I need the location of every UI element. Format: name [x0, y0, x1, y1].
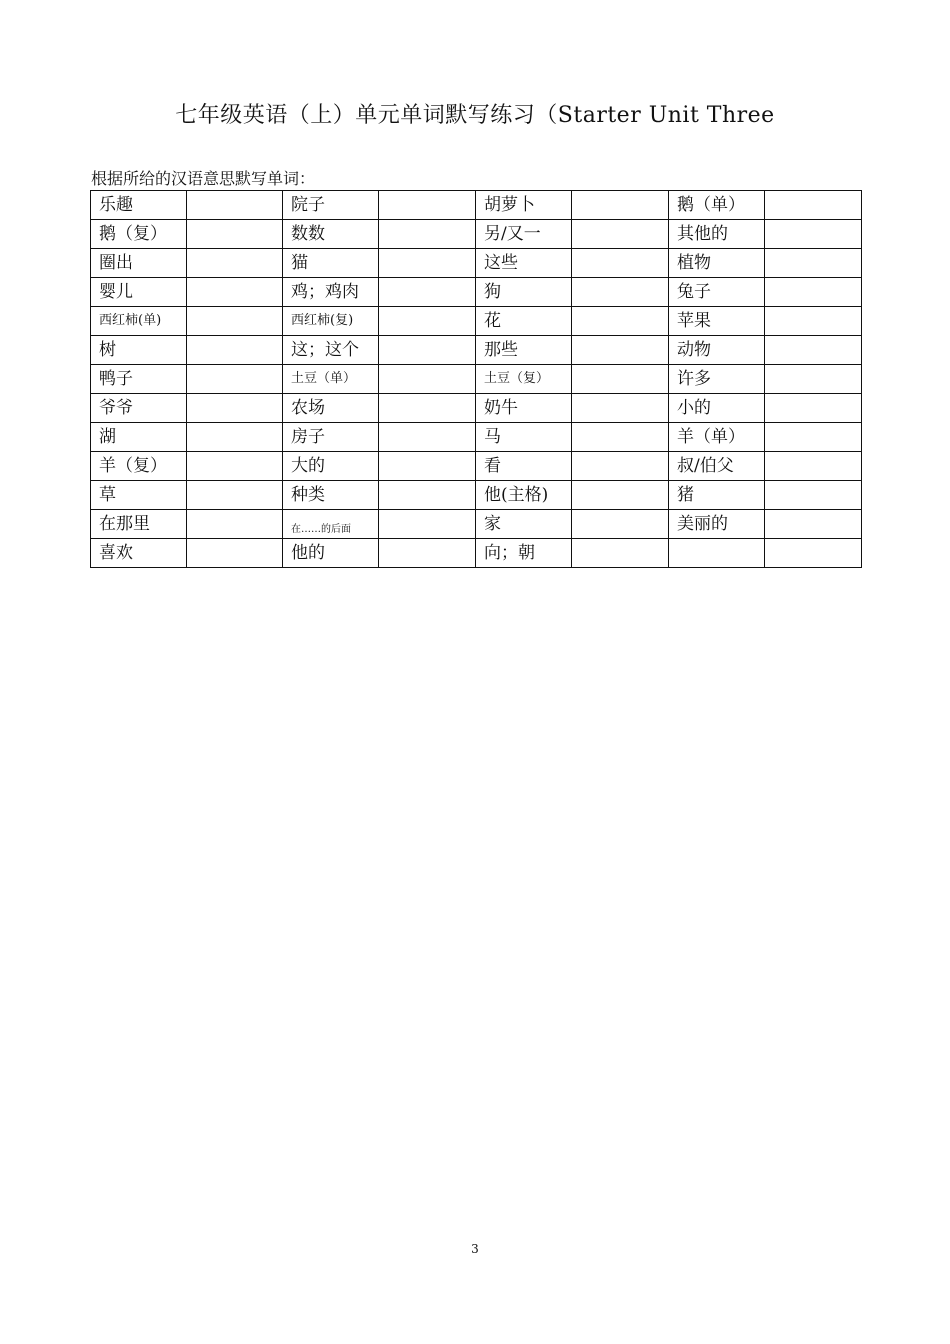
- answer-blank-cell[interactable]: [765, 365, 862, 394]
- vocabulary-table-body: [91, 191, 862, 568]
- chinese-word-cell: 土豆（复）: [476, 365, 572, 394]
- chinese-word-cell: 他的: [283, 539, 379, 568]
- chinese-word-cell: 马: [476, 423, 572, 452]
- answer-blank-cell[interactable]: [572, 510, 669, 539]
- answer-blank-cell[interactable]: [187, 249, 283, 278]
- answer-blank-cell[interactable]: [765, 307, 862, 336]
- answer-blank-cell[interactable]: [187, 191, 283, 220]
- answer-blank-cell[interactable]: [379, 191, 476, 220]
- chinese-word-cell: 羊（复）: [91, 452, 187, 481]
- answer-blank-cell[interactable]: [379, 249, 476, 278]
- table-row: [91, 220, 862, 249]
- chinese-word-cell: 爷爷: [91, 394, 187, 423]
- chinese-word-cell: 家: [476, 510, 572, 539]
- answer-blank-cell[interactable]: [572, 220, 669, 249]
- chinese-word-cell: 许多: [669, 365, 765, 394]
- chinese-word-cell: 鸡；鸡肉: [283, 278, 379, 307]
- vocabulary-table: [90, 190, 862, 568]
- answer-blank-cell[interactable]: [187, 220, 283, 249]
- chinese-word-cell: 土豆（单）: [283, 365, 379, 394]
- chinese-word-cell: 草: [91, 481, 187, 510]
- answer-blank-cell[interactable]: [572, 365, 669, 394]
- chinese-word-cell: 看: [476, 452, 572, 481]
- answer-blank-cell[interactable]: [765, 336, 862, 365]
- answer-blank-cell[interactable]: [379, 220, 476, 249]
- chinese-word-cell: 另/又一: [476, 220, 572, 249]
- chinese-word-cell: 兔子: [669, 278, 765, 307]
- chinese-word-cell: 羊（单）: [669, 423, 765, 452]
- answer-blank-cell[interactable]: [572, 452, 669, 481]
- answer-blank-cell[interactable]: [572, 539, 669, 568]
- answer-blank-cell[interactable]: [187, 394, 283, 423]
- chinese-word-cell: 圈出: [91, 249, 187, 278]
- chinese-word-cell: 叔/伯父: [669, 452, 765, 481]
- chinese-word-cell: 在那里: [91, 510, 187, 539]
- answer-blank-cell[interactable]: [379, 423, 476, 452]
- answer-blank-cell[interactable]: [379, 307, 476, 336]
- answer-blank-cell[interactable]: [572, 394, 669, 423]
- answer-blank-cell[interactable]: [379, 452, 476, 481]
- chinese-word-cell: 美丽的: [669, 510, 765, 539]
- chinese-word-cell: 湖: [91, 423, 187, 452]
- chinese-word-cell: 狗: [476, 278, 572, 307]
- page-title: 七年级英语（上）单元单词默写练习（Starter Unit Three: [175, 103, 775, 128]
- table-row: [91, 510, 862, 539]
- chinese-word-cell: 大的: [283, 452, 379, 481]
- chinese-word-cell: 这；这个: [283, 336, 379, 365]
- chinese-word-cell: 房子: [283, 423, 379, 452]
- answer-blank-cell[interactable]: [765, 510, 862, 539]
- answer-blank-cell[interactable]: [765, 220, 862, 249]
- chinese-word-cell: 喜欢: [91, 539, 187, 568]
- answer-blank-cell[interactable]: [379, 539, 476, 568]
- chinese-word-cell: 植物: [669, 249, 765, 278]
- answer-blank-cell[interactable]: [572, 336, 669, 365]
- answer-blank-cell[interactable]: [572, 249, 669, 278]
- table-row: [91, 423, 862, 452]
- chinese-word-cell: 向；朝: [476, 539, 572, 568]
- chinese-word-cell: 鸭子: [91, 365, 187, 394]
- answer-blank-cell[interactable]: [187, 336, 283, 365]
- chinese-word-cell: 这些: [476, 249, 572, 278]
- chinese-word-cell: 鹅（单）: [669, 191, 765, 220]
- chinese-word-cell: 花: [476, 307, 572, 336]
- table-row: [91, 365, 862, 394]
- chinese-word-cell: [669, 539, 765, 568]
- answer-blank-cell[interactable]: [572, 191, 669, 220]
- answer-blank-cell[interactable]: [572, 307, 669, 336]
- table-row: [91, 278, 862, 307]
- table-row: [91, 191, 862, 220]
- chinese-word-cell: 数数: [283, 220, 379, 249]
- chinese-word-cell: 其他的: [669, 220, 765, 249]
- answer-blank-cell[interactable]: [187, 539, 283, 568]
- chinese-word-cell: 西红柿(复): [283, 307, 379, 336]
- chinese-word-cell: 乐趣: [91, 191, 187, 220]
- chinese-word-cell: 院子: [283, 191, 379, 220]
- table-row: [91, 539, 862, 568]
- table-row: [91, 452, 862, 481]
- chinese-word-cell: 小的: [669, 394, 765, 423]
- chinese-word-cell: 鹅（复）: [91, 220, 187, 249]
- answer-blank-cell[interactable]: [765, 481, 862, 510]
- answer-blank-cell[interactable]: [765, 539, 862, 568]
- answer-blank-cell[interactable]: [379, 365, 476, 394]
- answer-blank-cell[interactable]: [187, 452, 283, 481]
- chinese-word-cell: 在……的后面: [283, 510, 379, 539]
- answer-blank-cell[interactable]: [572, 481, 669, 510]
- answer-blank-cell[interactable]: [187, 423, 283, 452]
- instruction-text: 根据所给的汉语意思默写单词：: [91, 169, 316, 188]
- answer-blank-cell[interactable]: [187, 510, 283, 539]
- chinese-word-cell: 他(主格): [476, 481, 572, 510]
- answer-blank-cell[interactable]: [765, 278, 862, 307]
- answer-blank-cell[interactable]: [379, 481, 476, 510]
- table-row: [91, 249, 862, 278]
- chinese-word-cell: 西红柿(单): [91, 307, 187, 336]
- chinese-word-cell: 猪: [669, 481, 765, 510]
- table-row: [91, 307, 862, 336]
- answer-blank-cell[interactable]: [187, 307, 283, 336]
- chinese-word-cell: 奶牛: [476, 394, 572, 423]
- answer-blank-cell[interactable]: [572, 423, 669, 452]
- answer-blank-cell[interactable]: [765, 452, 862, 481]
- table-row: [91, 336, 862, 365]
- answer-blank-cell[interactable]: [379, 394, 476, 423]
- answer-blank-cell[interactable]: [765, 249, 862, 278]
- answer-blank-cell[interactable]: [379, 510, 476, 539]
- chinese-word-cell: 婴儿: [91, 278, 187, 307]
- table-row: [91, 481, 862, 510]
- chinese-word-cell: 胡萝卜: [476, 191, 572, 220]
- answer-blank-cell[interactable]: [379, 278, 476, 307]
- answer-blank-cell[interactable]: [187, 278, 283, 307]
- chinese-word-cell: 苹果: [669, 307, 765, 336]
- answer-blank-cell[interactable]: [572, 278, 669, 307]
- answer-blank-cell[interactable]: [765, 394, 862, 423]
- chinese-word-cell: 动物: [669, 336, 765, 365]
- answer-blank-cell[interactable]: [187, 481, 283, 510]
- chinese-word-cell: 农场: [283, 394, 379, 423]
- table-row: [91, 394, 862, 423]
- answer-blank-cell[interactable]: [187, 365, 283, 394]
- chinese-word-cell: 种类: [283, 481, 379, 510]
- chinese-word-cell: 树: [91, 336, 187, 365]
- answer-blank-cell[interactable]: [765, 423, 862, 452]
- answer-blank-cell[interactable]: [765, 191, 862, 220]
- chinese-word-cell: 那些: [476, 336, 572, 365]
- chinese-word-cell: 猫: [283, 249, 379, 278]
- page-number: 3: [471, 1242, 479, 1256]
- answer-blank-cell[interactable]: [379, 336, 476, 365]
